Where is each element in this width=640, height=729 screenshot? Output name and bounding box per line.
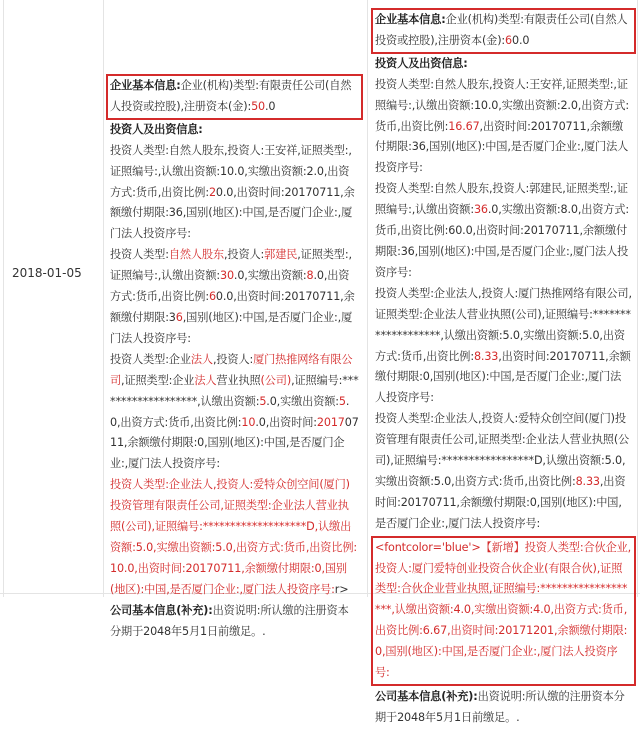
- change-date: 2018-01-05: [12, 266, 82, 280]
- after-investor-4: 投资人类型:企业法人,投资人:爱特众创空间(厦门)投资管理有限责任公司,证照类型:企业法人营业执照(公司),证照编号:*****************D,认缴出资额:5.0,实缴出资额:5.0,出资方式:货币,出资比例:8.33,出资时间:20170711,余额缴付期限:0,国别(地区):中国,是否厦门企业:,厦门法人投资序号:: [375, 412, 630, 530]
- column-divider-date: [103, 0, 104, 597]
- after-investor-2: 投资人类型:自然人股东,投资人:郭建民,证照类型:,证照编号:,认缴出资额:36.0,实缴出资额:8.0,出资方式:货币,出资比例:60.0,出资时间:20170711,余额缴付期限:36,国别(地区):中国,是否厦门企业:,厦门法人投资序号:: [375, 182, 629, 279]
- after-info-label: 企业基本信息:: [375, 13, 446, 26]
- before-info-label: 企业基本信息:: [110, 79, 181, 92]
- after-change-content: [375, 10, 632, 729]
- after-supplement-text: 出资说明:所认缴的注册资本分期于2048年5月1日前缴足。.: [375, 690, 625, 724]
- column-divider-before-after: [367, 0, 368, 597]
- before-info-text: 企业(机构)类型:有限责任公司(自然人投资或控股),注册资本(金):: [110, 79, 352, 113]
- after-supplement: [375, 687, 632, 729]
- after-info-text: 企业(机构)类型:有限责任公司(自然人投资或控股),注册资本(金):: [375, 13, 628, 47]
- after-capital-changed: 6: [505, 33, 513, 47]
- before-investor-3: 投资人类型:企业法人,投资人:厦门热推网络有限公司,证照类型:企业法人营业执照(公司),证照编号:*******************,认缴出资额:5.0,实缴出资额:5.0,出资方式:货币,出资比例:10.0,出资时间:20170711,余额缴付期限:0,国别(地区):中国,是否厦门企业:,厦门法人投资序号:: [110, 352, 359, 471]
- before-investor-2: 投资人类型:自然人股东,投资人:郭建民,证照类型:,证照编号:,认缴出资额:30.0,实缴出资额:8.0,出资方式:货币,出资比例:60.0,出资时间:20170711,余额缴付期限:36,国别(地区):中国,是否厦门企业:,厦门法人投资序号:: [110, 248, 355, 345]
- after-basic-info-highlight: [373, 10, 634, 52]
- before-change-content: [110, 76, 359, 642]
- after-investor-1: 投资人类型:自然人股东,投资人:王安祥,证照类型:,证照编号:,认缴出资额:10.0,实缴出资额:2.0,出资方式:货币,出资比例:16.67,出资时间:20170711,余额缴付期限:36,国别(地区):中国,是否厦门企业:,厦门法人投资序号:: [375, 77, 629, 175]
- after-investor-3: 投资人类型:企业法人,投资人:厦门热推网络有限公司,证照类型:企业法人营业执照(公司),证照编号:*******************,认缴出资额:5.0,实缴出资额:5.0,出资方式:货币,出资比例:8.33,出资时间:20170711,余额缴付期限:0,国别(地区):中国,是否厦门企业:,厦门法人投资序号:: [375, 286, 632, 405]
- before-investor-4-removed: 投资人类型:企业法人,投资人:爱特众创空间(厦门)投资管理有限责任公司,证照类型:企业法人营业执照(公司),证照编号:*******************D,认缴出资额:5.0,实缴出资额:5.0,出资方式:货币,出资比例:10.0,出资时间:20170711,余额缴付期限:0,国别(地区):中国,是否厦门企业:,厦门法人投资序号:r>公司基本信息(补充):出资说明:所认缴的注册资本分期于2048年5月1日前缴足。.: [110, 478, 358, 638]
- after-supplement-label: 公司基本信息(补充):: [375, 690, 478, 703]
- before-info-text-end: .0: [265, 99, 276, 113]
- after-investor-heading: 投资人及出资信息:: [375, 56, 468, 70]
- before-supplement-text: 出资说明:所认缴的注册资本分期于2048年5月1日前缴足。.: [110, 603, 349, 638]
- before-capital-changed: 50: [251, 99, 266, 113]
- before-investor-heading: 投资人及出资信息:: [110, 122, 203, 136]
- after-info-text-end: 0.0: [512, 33, 530, 47]
- before-investor-1: 投资人类型:自然人股东,投资人:王安祥,证照类型:,证照编号:,认缴出资额:10.0,实缴出资额:2.0,出资方式:货币,出资比例:20.0,出资时间:20170711,余额缴付期限:36,国别(地区):中国,是否厦门企业:,厦门法人投资序号:: [110, 143, 355, 241]
- after-investor-5-added-highlight: <fontcolor='blue'>【新增】投资人类型:合伙企业,投资人:厦门爱特创业投资合伙企业(有限合伙),证照类型:合伙企业营业执照,证照编号:*******************,认缴出资额:4.0,实缴出资额:4.0,出资方式:货币,出资比例:6.67,出资时间:20171201,余额缴付期限:0,国别(地区):中国,是否厦门企业:,厦门法人投资序号:: [373, 538, 634, 684]
- table-border-left: [3, 0, 4, 597]
- before-basic-info-highlight: [108, 76, 361, 118]
- table-border-right: [637, 0, 638, 597]
- before-supplement-label: 公司基本信息(补充):: [110, 603, 213, 617]
